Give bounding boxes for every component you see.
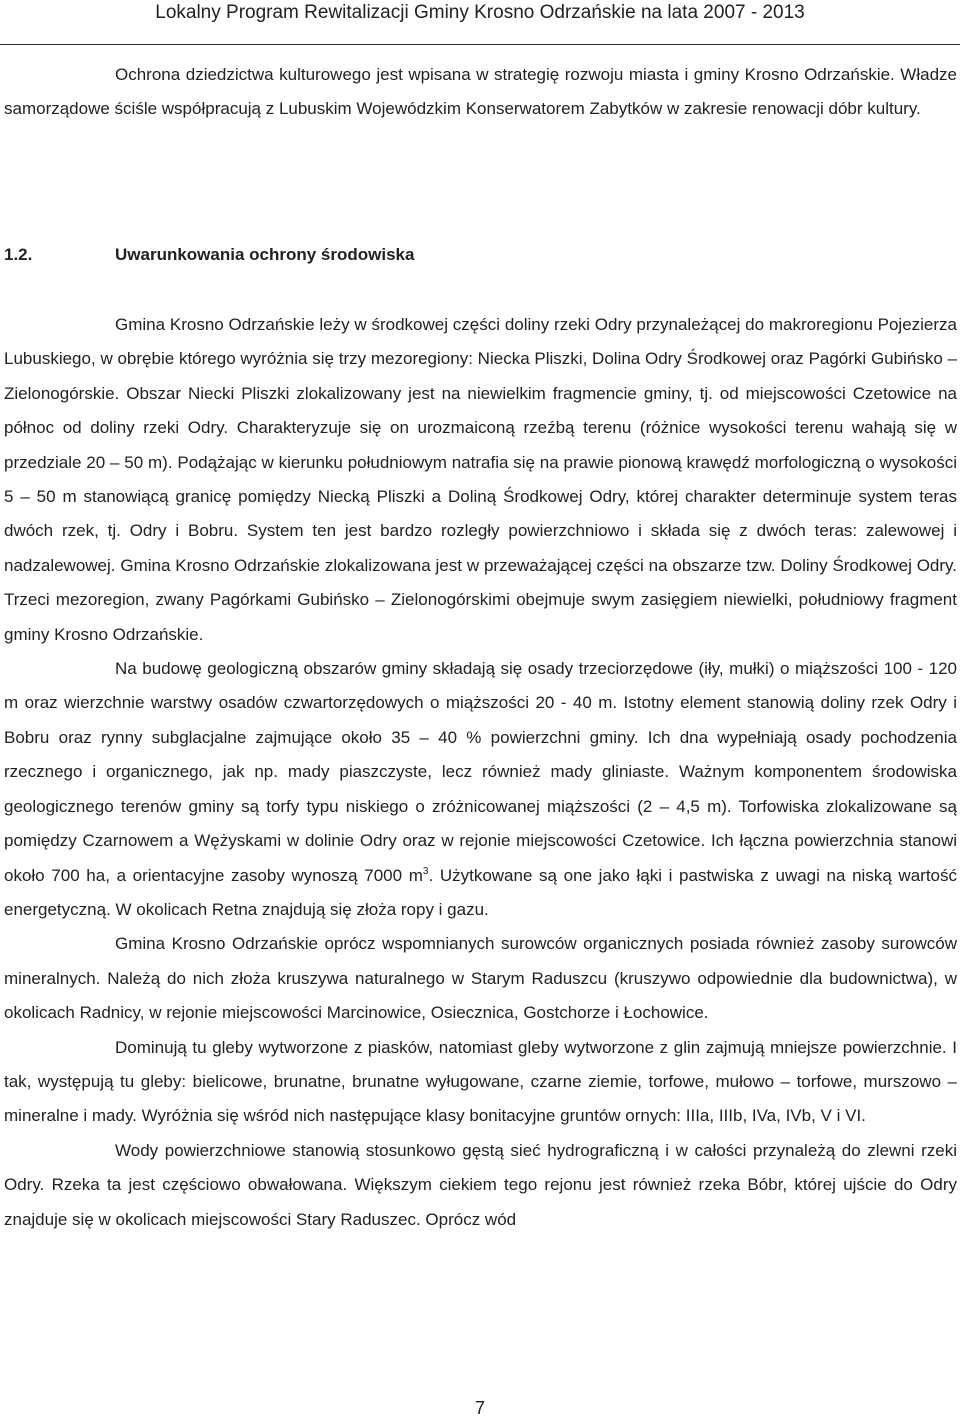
section-number: 1.2.: [4, 245, 33, 264]
page-number: 7: [474, 1398, 485, 1418]
intro-paragraph: Ochrona dziedzictwa kulturowego jest wpisana w strategię rozwoju miasta i gminy Krosno Odrzańskie. Władze samorządowe ściśle współpracują z Lubuskim Wojewódzkim Konserwatorem Zabytków w zakresie renowacji dóbr kultury.: [4, 65, 957, 119]
paragraph-minerals: Gmina Krosno Odrzańskie oprócz wspomnianych surowców organicznych posiada również zasoby surowców mineralnych. Należą do nich złoża kruszywa naturalnego w Starym Raduszcu (kruszywo odpowiednie dla budownictwa), w okolicach Radnicy, w rejonie miejscowości Marcinowice, Osiecznica, Gostchorze i Łochowice.: [4, 934, 957, 1023]
header-divider: [0, 44, 960, 45]
paragraph-waters: Wody powierzchniowe stanowią stosunkowo gęstą sieć hydrograficzną i w całości przynależą do zlewni rzeki Odry. Rzeka ta jest częściowo obwałowana. Większym ciekiem tego rejonu jest również rzeka Bóbr, której ujście do Odry znajduje się w okolicach miejscowości Stary Raduszec. Oprócz wód: [4, 1140, 957, 1229]
paragraph-geology: [4, 652, 957, 927]
page-header: [0, 0, 960, 46]
paragraph-geology-text: Na budowę geologiczną obszarów gminy składają się osady trzeciorzędowe (iły, mułki) o miąższości 100 - 120 m oraz wierzchnie warstwy osadów czwartorzędowych o miąższości 20 - 40 m. Istotny element stanowią doliny rzek Odry i Bobru oraz rynny subglacjalne zajmujące około 35 – 40 % powierzchni gminy. Ich dna wypełniają osady pochodzenia rzecznego i organicznego, jak np. mady piaszczyste, lecz również mady gliniaste. Ważnym komponentem środowiska geologicznego terenów gminy są torfy typu niskiego o zróżnicowanej miąższości (2 – 4,5 m). Torfowiska zlokalizowane są pomiędzy Czarnowem a Wężyskami w dolinie Odry oraz w rejonie miejscowości Czetowice. Ich łączna powierzchnia stanowi około 700 ha, a orientacyjne zasoby wynoszą 7000 m: [4, 659, 957, 885]
section-heading: [4, 238, 957, 272]
section-title: Uwarunkowania ochrony środowiska: [115, 245, 415, 264]
header-title: Lokalny Program Rewitalizacji Gminy Krosno Odrzańskie na lata 2007 - 2013: [155, 2, 805, 23]
paragraph-geology-text-end: . Użytkowane są one jako łąki i pastwiska z uwagi na niską wartość energetyczną. W okolicach Retna znajdują się złoża ropy i gazu.: [4, 865, 957, 919]
paragraph-geography: Gmina Krosno Odrzańskie leży w środkowej części doliny rzeki Odry przynależącej do makroregionu Pojezierza Lubuskiego, w obrębie którego wyróżnia się trzy mezoregiony: Niecka Pliszki, Dolina Odry Środkowej oraz Pagórki Gubińsko – Zielonogórskie. Obszar Niecki Pliszki zlokalizowany jest na niewielkim fragmencie gminy, tj. od miejscowości Czetowice na północ od doliny rzeki Odry. Charakteryzuje się on urozmaiconą rzeźbą terenu (różnice wysokości terenu wahają się w przedziale 20 – 50 m). Podążając w kierunku południowym natrafia się na prawie pionową krawędź morfologiczną o wysokości 5 – 50 m stanowiącą granicę pomiędzy Niecką Pliszki a Doliną Środkowej Odry, której charakter determinuje system teras dwóch rzek, tj. Odry i Bobru. System ten jest bardzo rozległy powierzchniowo i składa się z dwóch teras: zalewowej i nadzalewowej. Gmina Krosno Odrzańskie zlokalizowana jest w przeważającej części na obszarze tzw. Doliny Środkowej Odry. Trzeci mezoregion, zwany Pagórkami Gubińsko – Zielonogórskimi obejmuje swym zasięgiem niewielki, południowy fragment gminy Krosno Odrzańskie.: [4, 315, 957, 644]
intro-section: [4, 58, 957, 127]
section-body: [4, 308, 957, 1237]
superscript-exponent: 3: [422, 865, 429, 877]
paragraph-soils: Dominują tu gleby wytworzone z piasków, natomiast gleby wytworzone z glin zajmują mniejsze powierzchnie. I tak, występują tu gleby: bielicowe, brunatne, brunatne wyługowane, czarne ziemie, torfowe, mułowo – torfowe, murszowo – mineralne i mady. Wyróżnia się wśród nich następujące klasy bonitacyjne gruntów ornych: IIIa, IIIb, IVa, IVb, V i VI.: [4, 1037, 957, 1126]
